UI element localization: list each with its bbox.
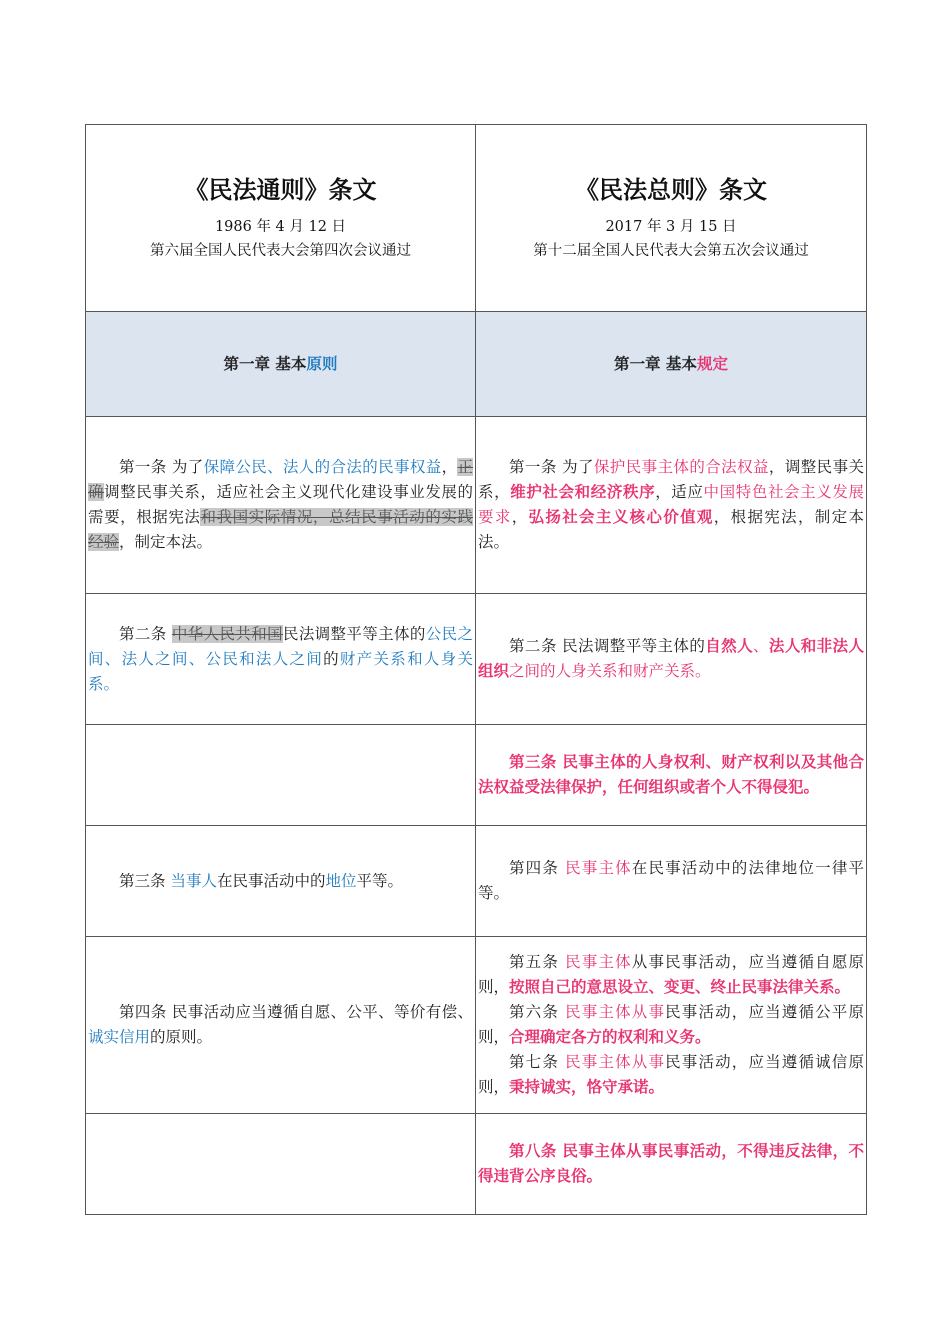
left-date: 1986 年 4 月 12 日 (214, 219, 347, 235)
left-header-cell (86, 125, 476, 312)
chapter-row (86, 312, 867, 417)
article-row (86, 725, 867, 826)
article-row (86, 826, 867, 937)
right-title: 《民法总则》条文 (575, 176, 767, 204)
right-article-6: 第六条 民事主体从事民事活动，应当遵循公平原则，合理确定各方的权利和义务。 (478, 1003, 864, 1046)
left-article-1: 第一条 为了保障公民、法人的合法的民事权益，正确调整民事关系，适应社会主义现代化建设事业发展的需要，根据宪法和我国实际情况，总结民事活动的实践经验，制定本法。 (86, 417, 476, 594)
left-session: 第六届全国人民代表大会第四次会议通过 (150, 243, 411, 259)
article-row (86, 937, 867, 1114)
left-article-2: 第二条 中华人民共和国民法调整平等主体的公民之间、法人之间、公民和法人之间的财产关系和人身关系。 (86, 594, 476, 725)
left-empty-cell (86, 1114, 476, 1215)
left-title: 《民法通则》条文 (184, 176, 377, 204)
right-article-4: 第四条 民事主体在民事活动中的法律地位一律平等。 (476, 826, 867, 937)
article-row (86, 417, 867, 594)
right-article-5: 第五条 民事主体从事民事活动，应当遵循自愿原则，按照自己的意思设立、变更、终止民事法律关系。 (478, 953, 864, 996)
right-header-cell (476, 125, 867, 312)
left-empty-cell (86, 725, 476, 826)
right-article-8: 第八条 民事主体从事民事活动，不得违反法律，不得违背公序良俗。 (476, 1114, 867, 1215)
left-chapter-heading: 第一章 基本原则 (86, 312, 476, 417)
right-chapter-heading: 第一章 基本规定 (476, 312, 867, 417)
right-session: 第十二届全国人民代表大会第五次会议通过 (533, 243, 809, 259)
right-article-7: 第七条 民事主体从事民事活动，应当遵循诚信原则，秉持诚实，恪守承诺。 (478, 1053, 864, 1096)
right-articles-5-7 (476, 937, 867, 1114)
left-article-4: 第四条 民事活动应当遵循自愿、公平、等价有偿、诚实信用的原则。 (86, 937, 476, 1114)
right-article-1: 第一条 为了保护民事主体的合法权益，调整民事关系，维护社会和经济秩序，适应中国特色社会主义发展要求，弘扬社会主义核心价值观，根据宪法，制定本法。 (476, 417, 867, 594)
article-row (86, 594, 867, 725)
left-article-3: 第三条 当事人在民事活动中的地位平等。 (86, 826, 476, 937)
right-article-2: 第二条 民法调整平等主体的自然人、法人和非法人组织之间的人身关系和财产关系。 (476, 594, 867, 725)
right-article-3: 第三条 民事主体的人身权利、财产权利以及其他合法权益受法律保护，任何组织或者个人不得侵犯。 (476, 725, 867, 826)
header-row (86, 125, 867, 312)
right-date: 2017 年 3 月 15 日 (605, 219, 737, 235)
comparison-table (85, 124, 867, 1215)
article-row (86, 1114, 867, 1215)
